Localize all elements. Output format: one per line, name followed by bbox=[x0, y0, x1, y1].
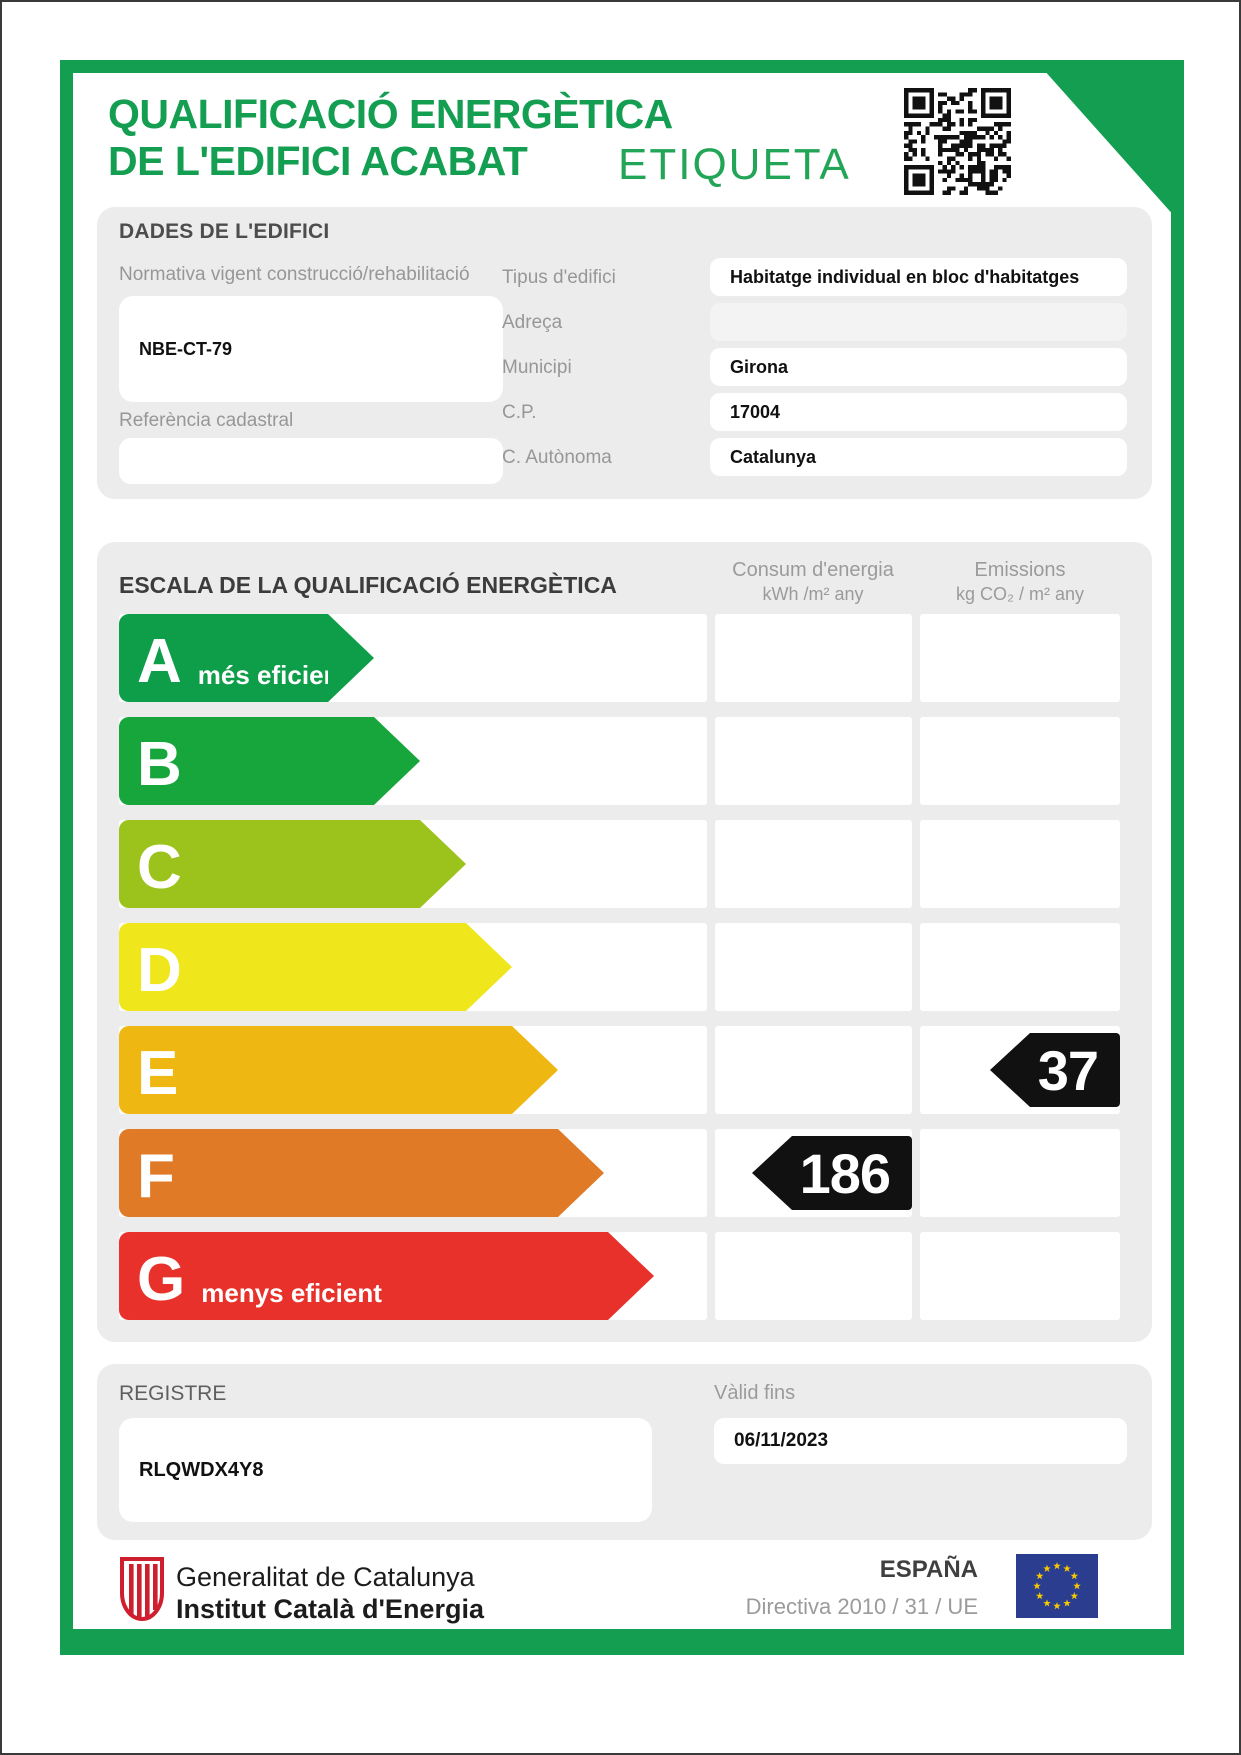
grade-letter: G bbox=[137, 1245, 186, 1314]
scale-cell bbox=[715, 1232, 912, 1320]
valid-fins-value: 06/11/2023 bbox=[734, 1430, 829, 1451]
page-title-line1: QUALIFICACIÓ ENERGÈTICA bbox=[108, 91, 673, 137]
valid-fins-field bbox=[714, 1418, 1127, 1464]
cp-label: C.P. bbox=[502, 402, 537, 423]
scale-cell bbox=[715, 923, 912, 1011]
scale-cell bbox=[715, 614, 912, 702]
qr-code-icon bbox=[904, 88, 1011, 195]
indicator-tip bbox=[990, 1033, 1030, 1107]
adreca-label: Adreça bbox=[502, 312, 563, 333]
emissions-units: kg CO₂ / m² any bbox=[955, 584, 1084, 604]
grade-bar-body bbox=[119, 614, 349, 702]
grade-bar-c bbox=[119, 820, 466, 908]
tipus-value: Habitatge individual en bloc d'habitatges bbox=[730, 266, 1080, 287]
grade-bar-tip bbox=[328, 614, 374, 702]
grade-letter: B bbox=[137, 730, 182, 799]
consum-indicator-arrow bbox=[715, 1136, 912, 1210]
grade-bar-body bbox=[119, 1232, 608, 1320]
scale-row-b bbox=[119, 717, 1120, 805]
normativa-label: Normativa vigent construcció/rehabilitació bbox=[119, 264, 470, 285]
comunitat-field bbox=[710, 438, 1127, 476]
grade-note: més eficient bbox=[197, 660, 349, 690]
frame-bottom bbox=[60, 1629, 1184, 1655]
corner-triangle bbox=[1035, 60, 1184, 227]
grade-note: menys eficient bbox=[201, 1278, 382, 1308]
frame-left bbox=[60, 60, 73, 1655]
grade-bar-tip bbox=[558, 1129, 604, 1217]
municipi-label: Municipi bbox=[502, 357, 572, 378]
scale-cell bbox=[920, 1232, 1120, 1320]
normativa-field bbox=[119, 296, 503, 402]
page-title-line2: DE L'EDIFICI ACABAT bbox=[108, 138, 528, 184]
referencia-label: Referència cadastral bbox=[119, 410, 294, 431]
registre-section-title: REGISTRE bbox=[119, 1382, 227, 1405]
emissions-title: Emissions bbox=[974, 559, 1066, 581]
eu-flag-icon bbox=[1016, 1554, 1098, 1618]
comunitat-value: Catalunya bbox=[730, 446, 817, 467]
scale-row-d bbox=[119, 923, 1120, 1011]
grade-letter: D bbox=[137, 936, 182, 1005]
emissions-column-header bbox=[900, 558, 1140, 607]
scale-cell bbox=[920, 923, 1120, 1011]
building-section-title: DADES DE L'EDIFICI bbox=[119, 220, 330, 243]
grade-bar-body bbox=[119, 717, 374, 805]
emissions-indicator-arrow bbox=[920, 1033, 1120, 1107]
scale-row-a bbox=[119, 614, 1120, 702]
municipi-value: Girona bbox=[730, 356, 789, 377]
indicator-tip bbox=[752, 1136, 792, 1210]
scale-cell bbox=[715, 820, 912, 908]
scale-row-c bbox=[119, 820, 1120, 908]
grade-bar-body bbox=[119, 1129, 558, 1217]
valid-fins-label: Vàlid fins bbox=[714, 1382, 796, 1404]
consum-column-header bbox=[693, 558, 933, 607]
grade-letter: A bbox=[137, 627, 182, 696]
grade-bar-e bbox=[119, 1026, 558, 1114]
etiqueta-label: ETIQUETA bbox=[618, 140, 851, 189]
indicator-value: 186 bbox=[792, 1136, 912, 1210]
adreca-field bbox=[710, 303, 1127, 341]
grade-bar-g bbox=[119, 1232, 654, 1320]
cp-field bbox=[710, 393, 1127, 431]
grade-bar-tip bbox=[420, 820, 466, 908]
municipi-field bbox=[710, 348, 1127, 386]
scale-cell bbox=[920, 717, 1120, 805]
scale-cell bbox=[715, 717, 912, 805]
grade-bar-d bbox=[119, 923, 512, 1011]
scale-cell bbox=[715, 1026, 912, 1114]
frame-right bbox=[1171, 60, 1184, 1655]
grade-bar-b bbox=[119, 717, 420, 805]
scale-section-title: ESCALA DE LA QUALIFICACIÓ ENERGÈTICA bbox=[119, 572, 617, 598]
scale-row-g bbox=[119, 1232, 1120, 1320]
scale-cell bbox=[920, 820, 1120, 908]
grade-letter: E bbox=[137, 1039, 179, 1108]
scale-rows bbox=[119, 614, 1120, 1324]
frame-top bbox=[60, 60, 1184, 73]
grade-bar-body bbox=[119, 923, 466, 1011]
grade-bar-tip bbox=[374, 717, 420, 805]
cp-value: 17004 bbox=[730, 401, 781, 422]
scale-row-f bbox=[119, 1129, 1120, 1217]
grade-bar-tip bbox=[512, 1026, 558, 1114]
scale-row-e bbox=[119, 1026, 1120, 1114]
org-name-line2: Institut Català d'Energia bbox=[176, 1594, 484, 1624]
normativa-value: NBE-CT-79 bbox=[139, 338, 233, 359]
grade-bar-tip bbox=[466, 923, 512, 1011]
consum-title: Consum d'energia bbox=[732, 559, 894, 581]
tipus-field bbox=[710, 258, 1127, 296]
grade-letter: F bbox=[137, 1142, 175, 1211]
country-label: ESPAÑA bbox=[879, 1556, 978, 1583]
grade-bar-tip bbox=[608, 1232, 654, 1320]
consum-units: kWh /m² any bbox=[762, 584, 864, 604]
grade-bar-body bbox=[119, 1026, 512, 1114]
tipus-label: Tipus d'edifici bbox=[502, 267, 616, 288]
grade-letter: C bbox=[137, 833, 182, 902]
comunitat-label: C. Autònoma bbox=[502, 447, 612, 468]
grade-bar-a bbox=[119, 614, 374, 702]
registre-code-value: RLQWDX4Y8 bbox=[139, 1458, 264, 1481]
generalitat-logo-icon bbox=[119, 1556, 165, 1626]
referencia-field bbox=[119, 438, 503, 484]
scale-cell bbox=[920, 1129, 1120, 1217]
directive-label: Directiva 2010 / 31 / UE bbox=[745, 1594, 978, 1619]
org-name-line1: Generalitat de Catalunya bbox=[176, 1562, 475, 1592]
grade-bar-f bbox=[119, 1129, 604, 1217]
registre-code-field bbox=[119, 1418, 652, 1522]
grade-bar-body bbox=[119, 820, 420, 908]
scale-cell bbox=[920, 614, 1120, 702]
indicator-value: 37 bbox=[1030, 1033, 1120, 1107]
